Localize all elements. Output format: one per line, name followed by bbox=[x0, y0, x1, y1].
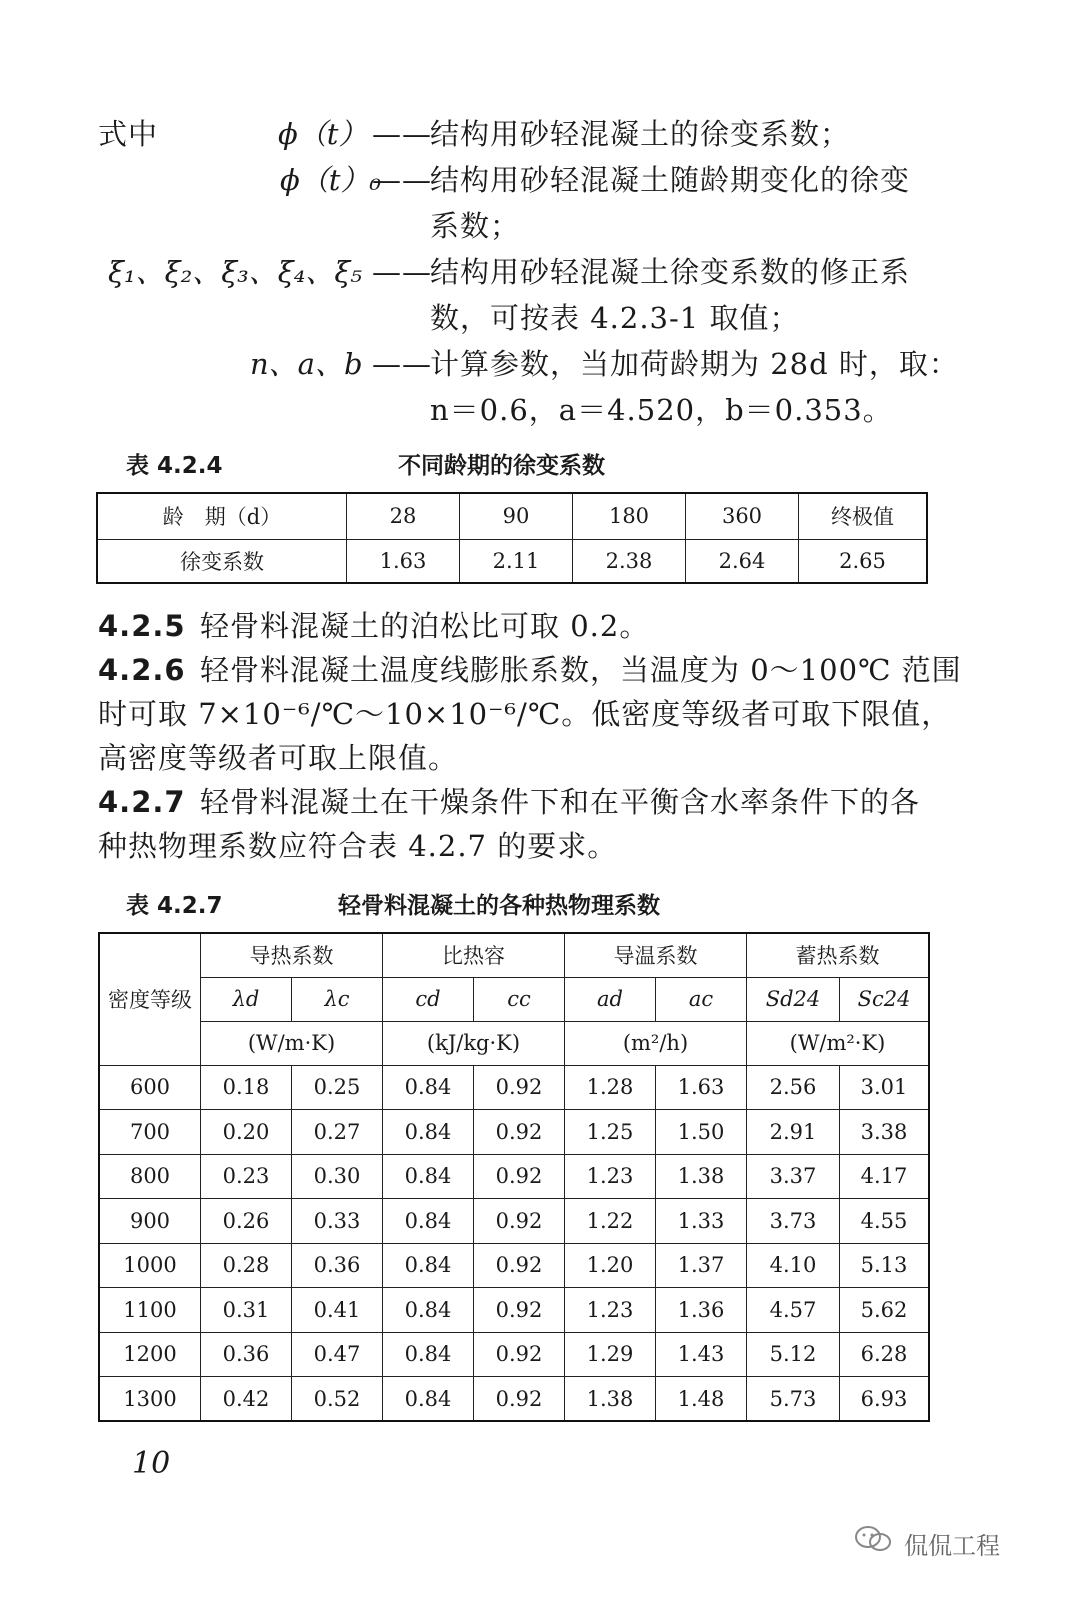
table-cell: 3.73 bbox=[747, 1199, 840, 1244]
clause-number: 4.2.7 bbox=[98, 785, 186, 819]
group-header: 蓄热系数 bbox=[747, 933, 930, 977]
table-cell: 0.92 bbox=[474, 1199, 565, 1244]
table-cell: 0.33 bbox=[292, 1199, 383, 1244]
creep-coefficient-table bbox=[96, 492, 928, 584]
table-header-cell: 终极值 bbox=[799, 493, 928, 539]
table-cell: 徐变系数 bbox=[97, 539, 347, 583]
definition-text: 计算参数，当加荷龄期为 28d 时，取： bbox=[430, 347, 959, 381]
symbol-cell: Sd24 bbox=[747, 977, 840, 1021]
clause-text-cont: 高密度等级者可取上限值。 bbox=[98, 741, 459, 775]
density-grade-cell: 700 bbox=[99, 1110, 201, 1155]
symbol-phi-t0: ϕ（t）₀ bbox=[280, 163, 382, 197]
table-cell: 3.38 bbox=[840, 1110, 930, 1155]
table-body bbox=[99, 1065, 929, 1421]
table-cell: 5.73 bbox=[747, 1377, 840, 1422]
symbol-cell: ad bbox=[565, 977, 656, 1021]
table-cell: 0.92 bbox=[474, 1065, 565, 1110]
table-row bbox=[97, 493, 927, 539]
density-grade-cell: 800 bbox=[99, 1154, 201, 1199]
table-cell: 1.20 bbox=[565, 1243, 656, 1288]
table-cell: 2.38 bbox=[573, 539, 686, 583]
table-cell: 0.84 bbox=[383, 1332, 474, 1377]
table-row bbox=[99, 1199, 929, 1244]
unit-cell: (kJ/kg·K) bbox=[383, 1021, 565, 1065]
unit-cell: (m²/h) bbox=[565, 1021, 747, 1065]
unit-cell: (W/m·K) bbox=[201, 1021, 383, 1065]
table-cell: 0.42 bbox=[201, 1377, 292, 1422]
definition-text-cont: n＝0.6，a＝4.520，b＝0.353。 bbox=[430, 393, 893, 427]
table-cell: 0.36 bbox=[201, 1332, 292, 1377]
table-header-cell: 90 bbox=[460, 493, 573, 539]
table-row bbox=[99, 1288, 929, 1333]
clause-number: 4.2.5 bbox=[98, 609, 186, 643]
group-header: 导温系数 bbox=[565, 933, 747, 977]
clause-text-cont: 种热物理系数应符合表 4.2.7 的要求。 bbox=[98, 829, 618, 863]
table-row bbox=[99, 1332, 929, 1377]
definition-lead: 式中 bbox=[98, 117, 159, 151]
table-header-cell: 龄 期（d） bbox=[97, 493, 347, 539]
table-cell: 0.30 bbox=[292, 1154, 383, 1199]
dash: —— bbox=[372, 163, 432, 197]
symbol-cell: λc bbox=[292, 977, 383, 1021]
table-cell: 4.17 bbox=[840, 1154, 930, 1199]
table-cell: 0.23 bbox=[201, 1154, 292, 1199]
table1-number: 表 4.2.4 bbox=[126, 453, 223, 479]
clause-text: 轻骨料混凝土温度线膨胀系数，当温度为 0～100℃ 范围 bbox=[200, 653, 962, 687]
watermark-text: 侃侃工程 bbox=[904, 1532, 1000, 1560]
table1-title: 不同龄期的徐变系数 bbox=[398, 453, 605, 479]
symbol-cell: cd bbox=[383, 977, 474, 1021]
density-grade-cell: 1200 bbox=[99, 1332, 201, 1377]
table-row bbox=[99, 1110, 929, 1155]
density-grade-header: 密度等级 bbox=[99, 933, 201, 1065]
dash: —— bbox=[372, 117, 432, 151]
table-cell: 0.25 bbox=[292, 1065, 383, 1110]
table-cell: 0.84 bbox=[383, 1377, 474, 1422]
table-cell: 0.84 bbox=[383, 1065, 474, 1110]
clause-number: 4.2.6 bbox=[98, 653, 186, 687]
symbol-nab: n、a、b bbox=[250, 347, 363, 381]
table-cell: 0.52 bbox=[292, 1377, 383, 1422]
table-row bbox=[99, 1377, 929, 1422]
table-row bbox=[99, 1065, 929, 1110]
density-grade-cell: 1300 bbox=[99, 1377, 201, 1422]
table-cell: 5.62 bbox=[840, 1288, 930, 1333]
dash: —— bbox=[372, 347, 432, 381]
table-cell: 0.47 bbox=[292, 1332, 383, 1377]
table-cell: 1.48 bbox=[656, 1377, 747, 1422]
table-cell: 0.28 bbox=[201, 1243, 292, 1288]
table-cell: 0.36 bbox=[292, 1243, 383, 1288]
definition-text: 结构用砂轻混凝土随龄期变化的徐变 bbox=[430, 163, 911, 197]
table-symbol-row bbox=[99, 977, 929, 1021]
table-header-cell: 360 bbox=[686, 493, 799, 539]
density-grade-cell: 600 bbox=[99, 1065, 201, 1110]
page-number: 10 bbox=[132, 1446, 171, 1481]
table-cell: 1.33 bbox=[656, 1199, 747, 1244]
table-row bbox=[97, 539, 927, 583]
table-cell: 0.41 bbox=[292, 1288, 383, 1333]
table-cell: 0.92 bbox=[474, 1288, 565, 1333]
table-row bbox=[99, 1243, 929, 1288]
table-cell: 1.63 bbox=[656, 1065, 747, 1110]
density-grade-cell: 1000 bbox=[99, 1243, 201, 1288]
dash: —— bbox=[372, 255, 432, 289]
table-cell: 1.38 bbox=[565, 1377, 656, 1422]
density-grade-cell: 900 bbox=[99, 1199, 201, 1244]
table-row bbox=[99, 1154, 929, 1199]
table-cell: 0.18 bbox=[201, 1065, 292, 1110]
definition-text: 结构用砂轻混凝土的徐变系数； bbox=[430, 117, 851, 151]
table-cell: 2.91 bbox=[747, 1110, 840, 1155]
clause-text-cont: 时可取 7×10⁻⁶/℃～10×10⁻⁶/℃。低密度等级者可取下限值， bbox=[98, 697, 952, 731]
table-cell: 0.92 bbox=[474, 1332, 565, 1377]
table2-number: 表 4.2.7 bbox=[126, 893, 223, 919]
symbol-cell: ac bbox=[656, 977, 747, 1021]
definition-text: 结构用砂轻混凝土徐变系数的修正系 bbox=[430, 255, 911, 289]
symbol-cell: cc bbox=[474, 977, 565, 1021]
table-cell: 0.92 bbox=[474, 1377, 565, 1422]
table-cell: 1.36 bbox=[656, 1288, 747, 1333]
table-cell: 5.12 bbox=[747, 1332, 840, 1377]
table-unit-row bbox=[99, 1021, 929, 1065]
table-cell: 1.29 bbox=[565, 1332, 656, 1377]
table-cell: 4.10 bbox=[747, 1243, 840, 1288]
table-cell: 3.37 bbox=[747, 1154, 840, 1199]
table2-title: 轻骨料混凝土的各种热物理系数 bbox=[338, 893, 660, 919]
symbol-xi: ξ₁、ξ₂、ξ₃、ξ₄、ξ₅ bbox=[108, 255, 362, 289]
symbol-phi-t: ϕ（t） bbox=[278, 117, 368, 151]
table-cell: 2.11 bbox=[460, 539, 573, 583]
table-cell: 1.22 bbox=[565, 1199, 656, 1244]
table-cell: 6.93 bbox=[840, 1377, 930, 1422]
table-cell: 0.26 bbox=[201, 1199, 292, 1244]
table-cell: 2.64 bbox=[686, 539, 799, 583]
wechat-icon bbox=[852, 1524, 896, 1554]
table-cell: 6.28 bbox=[840, 1332, 930, 1377]
density-grade-cell: 1100 bbox=[99, 1288, 201, 1333]
definition-text-cont: 数，可按表 4.2.3-1 取值； bbox=[430, 301, 800, 335]
table-cell: 1.23 bbox=[565, 1154, 656, 1199]
table-cell: 0.92 bbox=[474, 1154, 565, 1199]
table-cell: 4.57 bbox=[747, 1288, 840, 1333]
table-cell: 1.63 bbox=[347, 539, 460, 583]
table-cell: 0.92 bbox=[474, 1110, 565, 1155]
table-cell: 0.27 bbox=[292, 1110, 383, 1155]
thermal-coefficient-table bbox=[98, 932, 930, 1422]
clause-text: 轻骨料混凝土的泊松比可取 0.2。 bbox=[200, 609, 650, 643]
table-cell: 0.84 bbox=[383, 1154, 474, 1199]
unit-cell: (W/m²·K) bbox=[747, 1021, 930, 1065]
definition-text-cont: 系数； bbox=[430, 209, 521, 243]
table-cell: 0.84 bbox=[383, 1199, 474, 1244]
table-cell: 1.28 bbox=[565, 1065, 656, 1110]
table-header-cell: 180 bbox=[573, 493, 686, 539]
table-cell: 1.25 bbox=[565, 1110, 656, 1155]
table-cell: 5.13 bbox=[840, 1243, 930, 1288]
table-cell: 1.23 bbox=[565, 1288, 656, 1333]
table-cell: 4.55 bbox=[840, 1199, 930, 1244]
table-cell: 0.84 bbox=[383, 1288, 474, 1333]
symbol-cell: Sc24 bbox=[840, 977, 930, 1021]
group-header: 导热系数 bbox=[201, 933, 383, 977]
table-header-row bbox=[99, 933, 929, 977]
table-cell: 0.84 bbox=[383, 1243, 474, 1288]
table-cell: 1.50 bbox=[656, 1110, 747, 1155]
table-cell: 1.37 bbox=[656, 1243, 747, 1288]
table-cell: 1.38 bbox=[656, 1154, 747, 1199]
table-cell: 0.20 bbox=[201, 1110, 292, 1155]
table-header-cell: 28 bbox=[347, 493, 460, 539]
table-cell: 2.65 bbox=[799, 539, 928, 583]
table-cell: 0.31 bbox=[201, 1288, 292, 1333]
clause-text: 轻骨料混凝土在干燥条件下和在平衡含水率条件下的各 bbox=[200, 785, 921, 819]
table-cell: 3.01 bbox=[840, 1065, 930, 1110]
group-header: 比热容 bbox=[383, 933, 565, 977]
symbol-cell: λd bbox=[201, 977, 292, 1021]
table-cell: 0.84 bbox=[383, 1110, 474, 1155]
table-cell: 2.56 bbox=[747, 1065, 840, 1110]
table-cell: 0.92 bbox=[474, 1243, 565, 1288]
table-cell: 1.43 bbox=[656, 1332, 747, 1377]
